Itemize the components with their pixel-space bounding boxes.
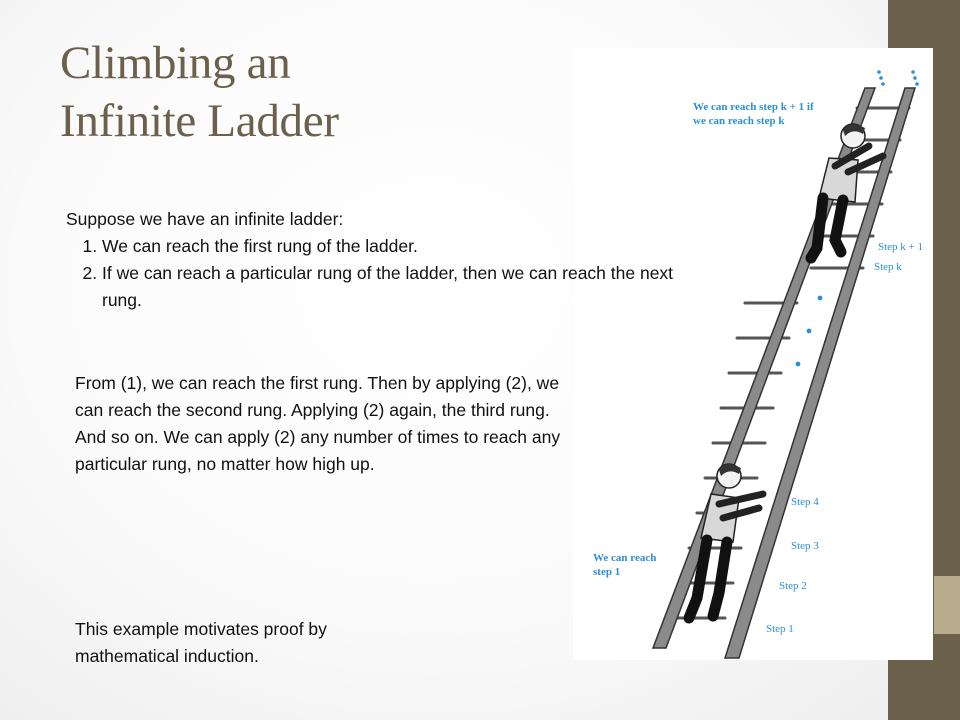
label-bottom-line-1: We can reach [593, 552, 657, 564]
side-accent-block [934, 576, 960, 634]
explanation-text: From (1), we can reach the first rung. Then by applying (2), we can reach the second rung. Applying (2) again, the third rung. And so on. We can apply (2) any number of times to reach any particular rung, no matter how high up. [75, 373, 561, 474]
label-step-2: Step 2 [779, 580, 807, 592]
label-step-k-plus-1: Step k + 1 [878, 241, 924, 253]
label-step-1: Step 1 [766, 623, 794, 635]
ladder-illustration [573, 48, 933, 660]
label-step-4: Step 4 [791, 496, 819, 508]
premise-item-1: 1. We can reach the first rung of the ladder. [102, 233, 706, 260]
title-line-2: Infinite Ladder [60, 95, 339, 147]
label-top-line-2: we can reach step k [693, 115, 785, 127]
label-step-k: Step k [874, 261, 902, 273]
conclusion-text: This example motivates proof by mathematical induction. [75, 619, 327, 666]
slide-title [60, 34, 339, 150]
intro-text: Suppose we have an infinite ladder: [66, 209, 344, 229]
label-bottom-line-2: step 1 [593, 566, 621, 578]
label-step-3: Step 3 [791, 540, 819, 552]
premise-item-2: 2. If we can reach a particular rung of the ladder, then we can reach the next rung. [102, 260, 706, 314]
title-line-1: Climbing an [60, 37, 291, 89]
label-top-line-1: We can reach step k + 1 if [693, 101, 814, 113]
